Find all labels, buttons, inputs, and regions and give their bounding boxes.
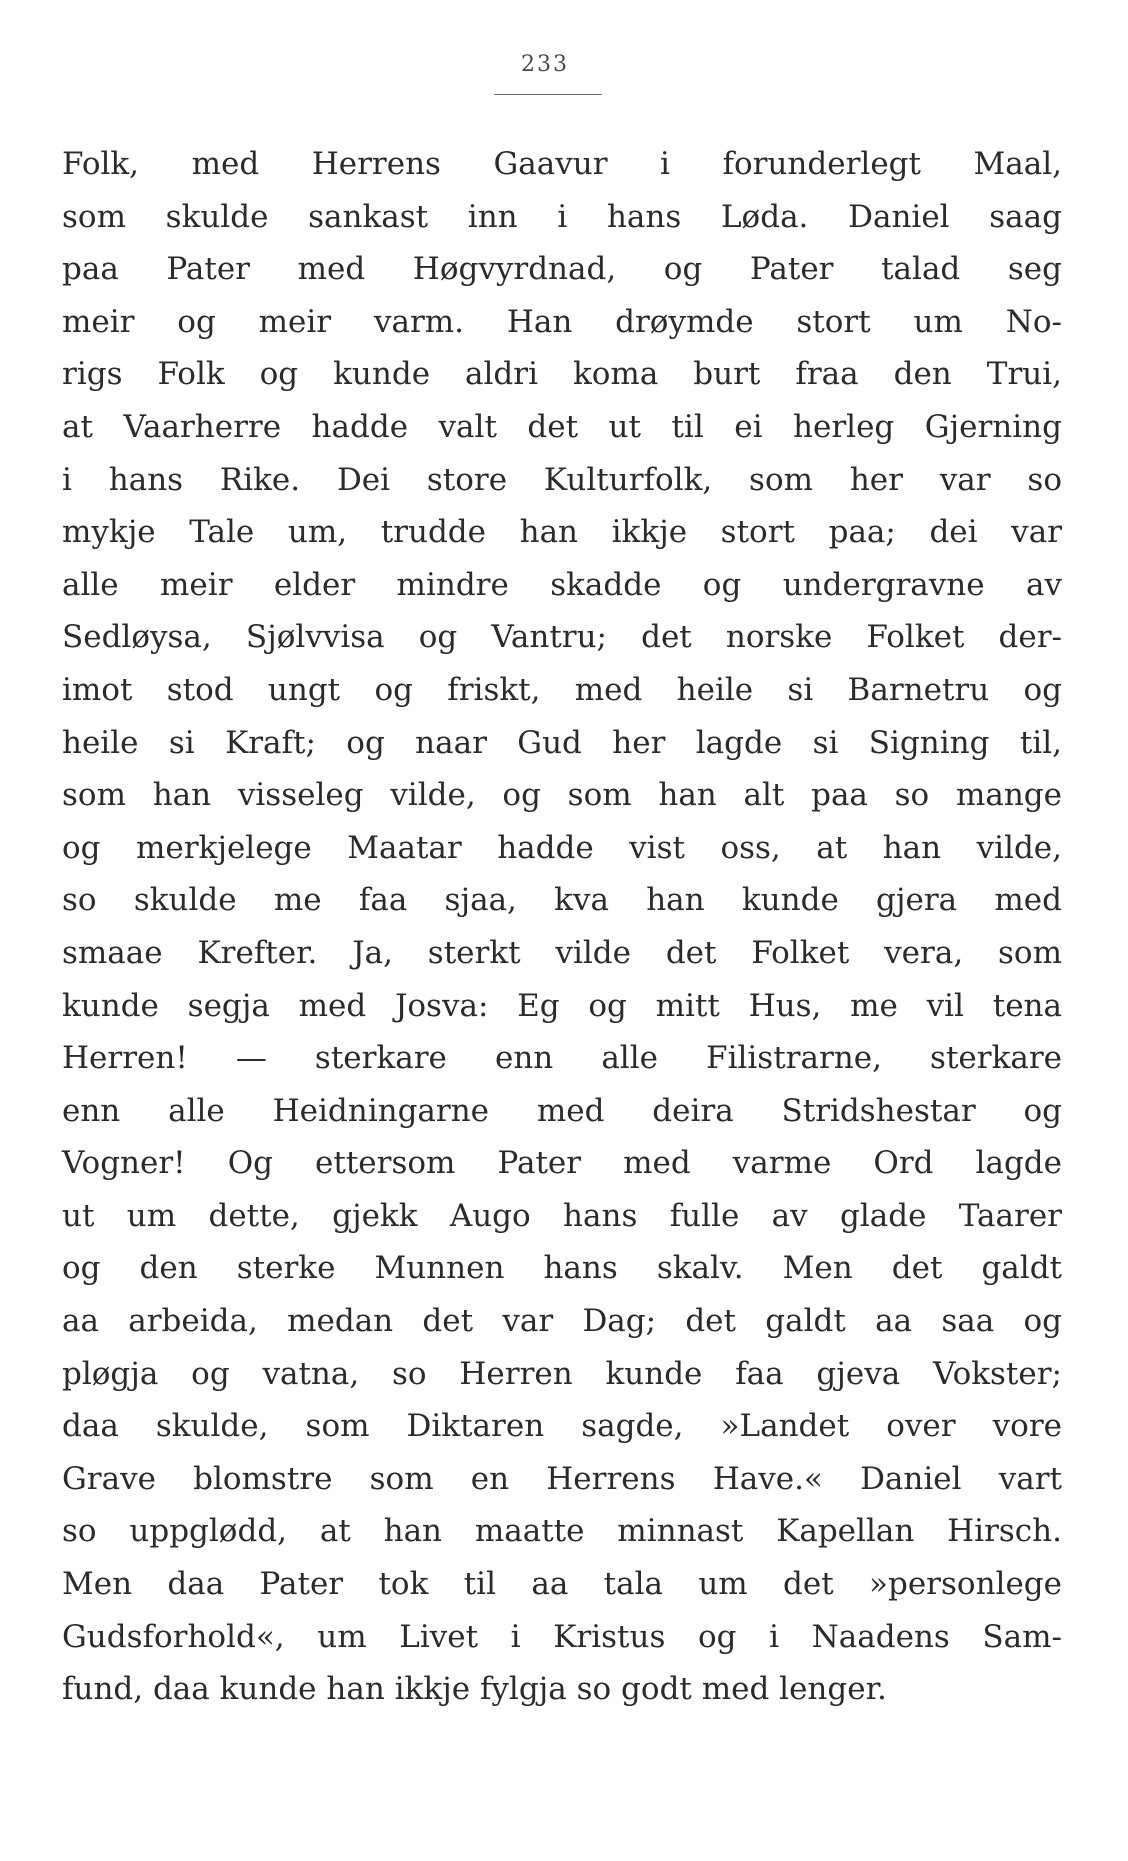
text-line: som han visseleg vilde, og som han alt paa so mange [62, 777, 1062, 814]
text-line: imot stod ungt og friskt, med heile si Barnetru og [62, 671, 1062, 708]
text-line: pløgja og vatna, so Herren kunde faa gjeva Vokster; [62, 1355, 1062, 1392]
text-line: smaae Krefter. Ja, sterkt vilde det Folket vera, som [62, 934, 1062, 971]
text-line: Folk, med Herrens Gaavur i forunderlegt Maal, [62, 146, 1062, 182]
text-line: Grave blomstre som en Herrens Have.« Daniel vart [62, 1460, 1062, 1497]
text-line: so skulde me faa sjaa, kva han kunde gjera med [62, 882, 1062, 919]
page-number: 233 [521, 52, 569, 77]
text-line: fund, daa kunde han ikkje fylgja so godt med lenger. [62, 1671, 887, 1708]
text-line: Herren! — sterkare enn alle Filistrarne, sterkare [62, 1040, 1062, 1077]
text-line: so uppglødd, at han maatte minnast Kapellan Hirsch. [62, 1513, 1062, 1550]
text-line: og den sterke Munnen hans skalv. Men det galdt [62, 1250, 1062, 1287]
text-line: ut um dette, gjekk Augo hans fulle av glade Taarer [62, 1197, 1062, 1234]
text-line: Sedløysa, Sjølvvisa og Vantru; det norske Folket der- [62, 619, 1062, 656]
header-rule [494, 94, 602, 95]
text-line: enn alle Heidningarne med deira Stridshestar og [62, 1092, 1062, 1129]
text-line: og merkjelege Maatar hadde vist oss, at han vilde, [62, 829, 1062, 866]
text-line: Vogner! Og ettersom Pater med varme Ord lagde [62, 1145, 1062, 1182]
text-line: i hans Rike. Dei store Kulturfolk, som her var so [62, 461, 1062, 498]
body-text [62, 138, 1062, 1716]
text-line: at Vaarherre hadde valt det ut til ei herleg Gjerning [62, 408, 1062, 445]
text-line: Gudsforhold«, um Livet i Kristus og i Naadens Sam- [62, 1618, 1062, 1655]
text-line: meir og meir varm. Han drøymde stort um No- [62, 303, 1062, 340]
text-line: alle meir elder mindre skadde og undergravne av [62, 566, 1062, 603]
text-line: som skulde sankast inn i hans Løda. Daniel saag [62, 198, 1062, 235]
text-line: aa arbeida, medan det var Dag; det galdt aa saa og [62, 1303, 1062, 1340]
text-line: Men daa Pater tok til aa tala um det »personlege [62, 1566, 1062, 1603]
text-line: heile si Kraft; og naar Gud her lagde si Signing til, [62, 724, 1062, 761]
text-line: daa skulde, som Diktaren sagde, »Landet over vore [62, 1408, 1062, 1445]
text-line: kunde segja med Josva: Eg og mitt Hus, me vil tena [62, 987, 1062, 1024]
text-line: paa Pater med Høgvyrdnad, og Pater talad seg [62, 251, 1062, 288]
text-line: rigs Folk og kunde aldri koma burt fraa den Trui, [62, 356, 1062, 393]
text-line: mykje Tale um, trudde han ikkje stort paa; dei var [62, 514, 1062, 551]
